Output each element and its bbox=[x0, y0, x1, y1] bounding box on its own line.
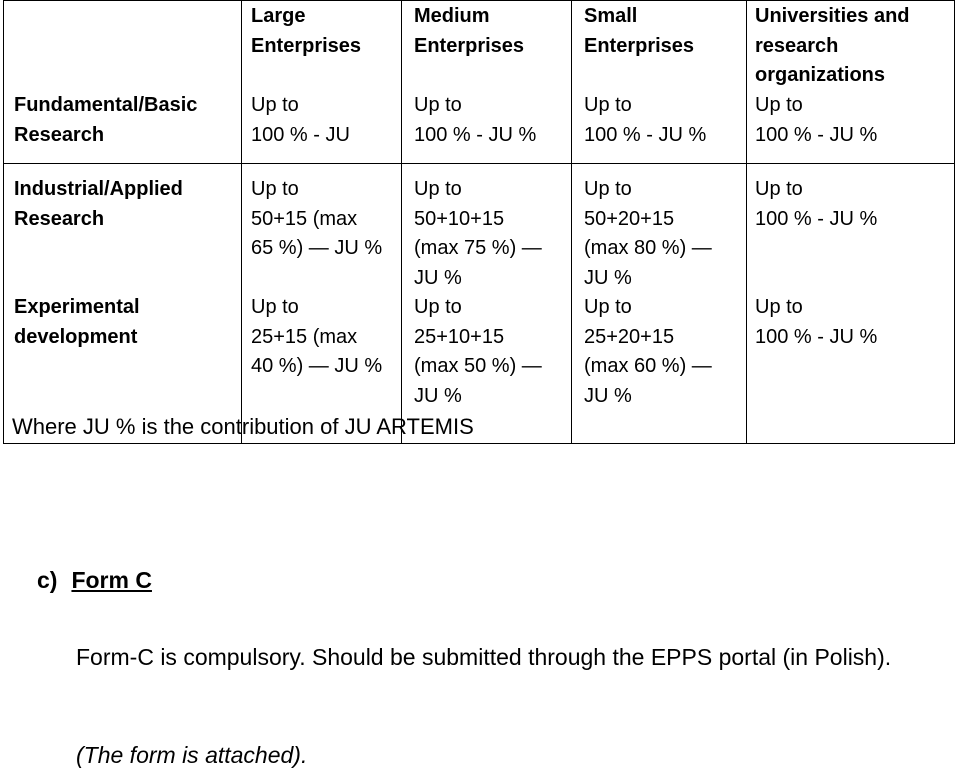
table-cell: Up to 100 % - JU bbox=[251, 94, 350, 146]
table-cell: Up to 100 % - JU % bbox=[755, 94, 878, 146]
column-header-medium-enterprises: Medium Enterprises bbox=[414, 5, 525, 57]
row-label-industrial-research: Industrial/Applied Research bbox=[14, 178, 183, 230]
table-column-divider bbox=[571, 1, 572, 443]
table-column-divider bbox=[241, 1, 242, 443]
attachment-note: (The form is attached). bbox=[76, 742, 308, 768]
table-cell: Up to 100 % - JU % bbox=[755, 296, 878, 348]
table-cell: Up to 50+15 (max 65 %) — JU % bbox=[251, 178, 383, 259]
table-cell: Up to 50+20+15 (max 80 %) — JU % bbox=[584, 178, 712, 289]
section-marker: c) bbox=[37, 567, 58, 593]
table-column-divider bbox=[401, 1, 402, 443]
table-footnote: Where JU % is the contribution of JU ARTEMIS bbox=[12, 414, 474, 439]
table-cell: Up to 25+10+15 (max 50 %) — JU % bbox=[414, 296, 542, 407]
section-heading bbox=[37, 565, 152, 595]
row-label-experimental-development: Experimental development bbox=[14, 296, 140, 348]
table-cell: Up to 100 % - JU % bbox=[584, 94, 707, 146]
table-cell: Up to 100 % - JU % bbox=[755, 178, 878, 230]
row-label-fundamental-research: Fundamental/Basic Research bbox=[14, 94, 198, 146]
section-paragraph: Form-C is compulsory. Should be submitted through the EPPS portal (in Polish). bbox=[76, 644, 892, 670]
table-row-divider bbox=[4, 163, 954, 164]
table-cell: Up to 25+20+15 (max 60 %) — JU % bbox=[584, 296, 712, 407]
section-title: Form C bbox=[71, 567, 152, 593]
column-header-large-enterprises: Large Enterprises bbox=[251, 5, 362, 57]
table-cell: Up to 100 % - JU % bbox=[414, 94, 537, 146]
table-column-divider bbox=[746, 1, 747, 443]
table-cell: Up to 50+10+15 (max 75 %) — JU % bbox=[414, 178, 542, 289]
column-header-universities: Universities and research organizations bbox=[755, 5, 910, 86]
table-cell: Up to 25+15 (max 40 %) — JU % bbox=[251, 296, 383, 377]
column-header-small-enterprises: Small Enterprises bbox=[584, 5, 695, 57]
